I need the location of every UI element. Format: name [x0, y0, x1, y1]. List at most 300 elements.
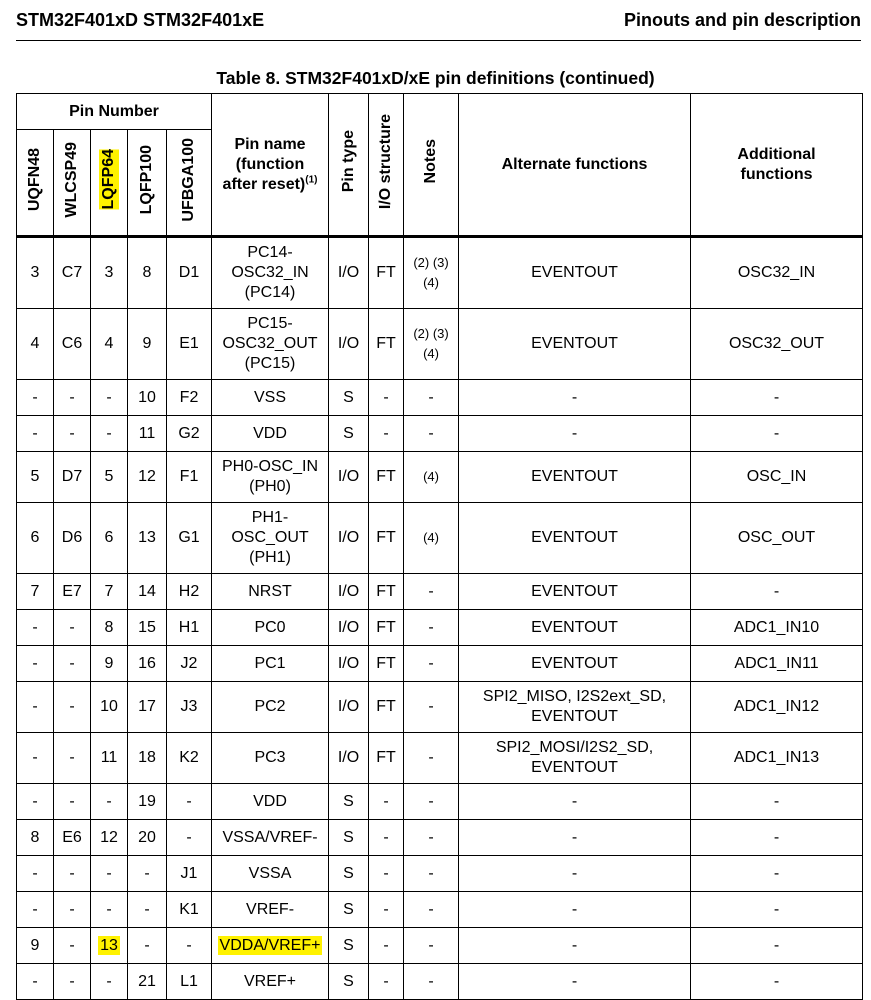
cell-notes-text: -	[428, 618, 434, 636]
wlcsp49-header: WLCSP49	[54, 130, 91, 237]
cell-lqfp100	[128, 416, 167, 452]
cell-pin-name	[212, 892, 329, 928]
cell-uqfn48	[17, 237, 54, 309]
cell-uqfn48-text: -	[32, 864, 38, 882]
cell-lqfp100	[128, 380, 167, 416]
cell-ufbga100	[167, 380, 212, 416]
cell-lqfp64-text: 7	[104, 582, 114, 600]
cell-uqfn48	[17, 416, 54, 452]
cell-additional-functions-text: -	[773, 582, 780, 600]
cell-ufbga100-text: -	[186, 792, 192, 810]
cell-lqfp64-text: 11	[100, 749, 118, 766]
cell-io-structure	[369, 820, 404, 856]
cell-uqfn48-text: 6	[30, 529, 40, 546]
header-row-group	[17, 94, 863, 130]
cell-pin-type	[329, 380, 369, 416]
cell-additional-functions	[691, 784, 863, 820]
cell-pin-name	[212, 928, 329, 964]
cell-additional-functions	[691, 452, 863, 503]
cell-additional-functions	[691, 928, 863, 964]
cell-ufbga100	[167, 610, 212, 646]
cell-ufbga100-text: -	[186, 936, 192, 954]
cell-additional-functions	[691, 892, 863, 928]
cell-alternate-functions-text: EVENTOUT	[531, 708, 618, 725]
cell-ufbga100	[167, 309, 212, 380]
cell-pin-name	[212, 646, 329, 682]
cell-uqfn48	[17, 610, 54, 646]
cell-io-structure	[369, 928, 404, 964]
cell-lqfp100	[128, 610, 167, 646]
cell-lqfp64-text: -	[106, 972, 112, 990]
cell-wlcsp49	[54, 503, 91, 574]
table-row	[17, 574, 863, 610]
cell-ufbga100	[167, 784, 212, 820]
cell-additional-functions	[691, 237, 863, 309]
pin-type-header: Pin type	[329, 94, 369, 237]
cell-uqfn48-text: 5	[30, 468, 40, 485]
cell-pin-type	[329, 784, 369, 820]
cell-wlcsp49-text: D6	[61, 529, 83, 546]
cell-io-structure-text: -	[383, 388, 389, 406]
cell-pin-name-text: VDD	[253, 424, 287, 442]
cell-io-structure	[369, 964, 404, 1000]
alternate-functions-header: Alternate functions	[459, 94, 691, 237]
cell-lqfp64	[91, 416, 128, 452]
cell-pin-name-text: PC15-	[247, 315, 293, 332]
cell-pin-type-text: I/O	[337, 529, 360, 546]
cell-pin-type-text: I/O	[337, 582, 360, 600]
cell-pin-type-text: S	[343, 388, 354, 406]
cell-wlcsp49-text: E6	[62, 828, 82, 846]
cell-lqfp64	[91, 237, 128, 309]
header-rule	[16, 40, 861, 41]
cell-pin-type	[329, 820, 369, 856]
cell-io-structure-text: FT	[376, 468, 396, 485]
cell-lqfp64	[91, 380, 128, 416]
cell-ufbga100-text: J1	[180, 864, 198, 882]
cell-lqfp100-text: 19	[138, 792, 156, 810]
cell-pin-name-text: VDD	[253, 792, 287, 810]
cell-alternate-functions	[459, 574, 691, 610]
cell-lqfp64-text: -	[106, 388, 112, 406]
cell-pin-type	[329, 928, 369, 964]
cell-wlcsp49	[54, 964, 91, 1000]
cell-ufbga100	[167, 416, 212, 452]
cell-lqfp64	[91, 610, 128, 646]
cell-additional-functions	[691, 416, 863, 452]
cell-uqfn48-text: -	[32, 972, 38, 990]
cell-uqfn48	[17, 928, 54, 964]
cell-lqfp100-text: 16	[138, 654, 156, 672]
cell-uqfn48-text: 9	[30, 936, 40, 954]
cell-additional-functions	[691, 646, 863, 682]
cell-pin-name-text: PC2	[254, 698, 286, 715]
cell-alternate-functions	[459, 964, 691, 1000]
cell-lqfp64	[91, 503, 128, 574]
cell-notes	[404, 237, 459, 309]
cell-pin-name	[212, 610, 329, 646]
table-row	[17, 784, 863, 820]
cell-lqfp64	[91, 820, 128, 856]
cell-pin-name-text: OSC32_OUT	[222, 335, 318, 352]
cell-lqfp100-text: 14	[138, 582, 156, 600]
table-row	[17, 856, 863, 892]
cell-lqfp64-text: 9	[104, 654, 114, 672]
cell-lqfp64	[91, 733, 128, 784]
cell-io-structure-text: FT	[376, 582, 396, 600]
cell-uqfn48	[17, 682, 54, 733]
uqfn48-header: UQFN48	[17, 130, 54, 237]
cell-io-structure-text: FT	[376, 264, 396, 281]
table-row	[17, 682, 863, 733]
cell-alternate-functions-text: SPI2_MISO, I2S2ext_SD,	[482, 688, 667, 705]
cell-uqfn48	[17, 856, 54, 892]
cell-wlcsp49-text: C7	[61, 264, 83, 281]
cell-ufbga100-text: K2	[179, 749, 199, 766]
cell-wlcsp49-text: -	[69, 749, 75, 766]
cell-alternate-functions-text: EVENTOUT	[531, 759, 618, 776]
cell-pin-name	[212, 733, 329, 784]
table-row	[17, 416, 863, 452]
cell-alternate-functions	[459, 928, 691, 964]
cell-wlcsp49	[54, 237, 91, 309]
cell-alternate-functions-text: EVENTOUT	[531, 654, 618, 672]
cell-ufbga100	[167, 682, 212, 733]
cell-notes	[404, 964, 459, 1000]
cell-additional-functions-text: -	[773, 900, 780, 918]
cell-wlcsp49	[54, 784, 91, 820]
cell-additional-functions-text: -	[773, 388, 780, 406]
cell-pin-type-text: I/O	[337, 749, 360, 766]
cell-pin-type-text: S	[343, 828, 354, 846]
cell-additional-functions-text: ADC1_IN10	[733, 618, 820, 636]
cell-io-structure	[369, 574, 404, 610]
cell-io-structure	[369, 646, 404, 682]
cell-notes-text: (4)	[423, 530, 439, 545]
cell-lqfp100-text: 21	[138, 972, 156, 990]
cell-uqfn48-text: -	[32, 792, 38, 810]
cell-notes-text: (2) (3)	[413, 326, 449, 341]
cell-wlcsp49-text: -	[69, 936, 75, 954]
table-row	[17, 503, 863, 574]
cell-alternate-functions	[459, 784, 691, 820]
cell-additional-functions	[691, 856, 863, 892]
cell-wlcsp49-text: -	[69, 698, 75, 715]
cell-ufbga100-text: H2	[178, 582, 200, 600]
cell-lqfp64	[91, 928, 128, 964]
cell-notes-text: -	[428, 792, 434, 810]
cell-pin-name-text: OSC32_IN	[231, 264, 309, 281]
cell-io-structure-text: -	[383, 936, 389, 954]
cell-alternate-functions-text: -	[571, 936, 578, 954]
cell-pin-type	[329, 416, 369, 452]
cell-pin-name-text: PH0-OSC_IN	[222, 458, 319, 475]
cell-pin-type-text: I/O	[337, 468, 360, 485]
cell-pin-name	[212, 820, 329, 856]
cell-notes-text: (4)	[423, 469, 439, 484]
cell-io-structure-text: FT	[376, 654, 396, 672]
additional-functions-header: Additional functions	[691, 94, 863, 237]
cell-io-structure	[369, 784, 404, 820]
cell-lqfp100-text: -	[144, 936, 150, 954]
cell-pin-name-text: PH1-	[251, 509, 289, 526]
cell-uqfn48	[17, 309, 54, 380]
cell-ufbga100-text: K1	[179, 900, 199, 918]
cell-alternate-functions	[459, 503, 691, 574]
cell-lqfp64-text: 13	[100, 936, 118, 954]
cell-alternate-functions	[459, 416, 691, 452]
cell-notes	[404, 452, 459, 503]
cell-io-structure	[369, 892, 404, 928]
cell-ufbga100-text: D1	[178, 264, 200, 281]
cell-additional-functions-text: OSC_IN	[746, 468, 807, 485]
cell-additional-functions	[691, 964, 863, 1000]
cell-pin-name-text: (PC14)	[244, 284, 296, 301]
cell-notes-text: (4)	[423, 275, 439, 290]
cell-io-structure-text: FT	[376, 618, 396, 636]
cell-notes-text: -	[428, 936, 434, 954]
cell-notes-text: (4)	[423, 346, 439, 361]
table-row	[17, 237, 863, 309]
cell-notes-text: -	[428, 900, 434, 918]
cell-pin-type	[329, 610, 369, 646]
cell-wlcsp49-text: -	[69, 388, 75, 406]
cell-notes-text: -	[428, 749, 434, 766]
cell-notes-text: -	[428, 698, 434, 715]
table-row	[17, 610, 863, 646]
cell-lqfp100-text: -	[144, 864, 150, 882]
pin-definitions-table	[16, 93, 863, 1000]
cell-wlcsp49-text: -	[69, 972, 75, 990]
cell-wlcsp49-text: -	[69, 864, 75, 882]
cell-uqfn48-text: -	[32, 618, 38, 636]
cell-additional-functions	[691, 503, 863, 574]
cell-additional-functions	[691, 309, 863, 380]
cell-wlcsp49-text: D7	[61, 468, 83, 485]
cell-lqfp100	[128, 820, 167, 856]
cell-pin-name	[212, 309, 329, 380]
cell-ufbga100	[167, 892, 212, 928]
cell-io-structure	[369, 452, 404, 503]
cell-wlcsp49	[54, 574, 91, 610]
cell-ufbga100-text: J3	[180, 698, 198, 715]
cell-io-structure	[369, 733, 404, 784]
cell-ufbga100	[167, 856, 212, 892]
cell-uqfn48	[17, 820, 54, 856]
cell-pin-type	[329, 682, 369, 733]
pin-name-footnote: (1)	[305, 174, 318, 186]
cell-uqfn48-text: 3	[30, 264, 40, 281]
cell-alternate-functions	[459, 892, 691, 928]
cell-ufbga100-text: E1	[179, 335, 199, 352]
cell-additional-functions-text: OSC32_OUT	[728, 335, 825, 352]
cell-notes	[404, 574, 459, 610]
cell-pin-name	[212, 452, 329, 503]
cell-ufbga100	[167, 503, 212, 574]
cell-lqfp64	[91, 574, 128, 610]
cell-pin-type-text: I/O	[337, 335, 360, 352]
cell-uqfn48	[17, 784, 54, 820]
cell-pin-name	[212, 380, 329, 416]
cell-lqfp64	[91, 964, 128, 1000]
cell-notes	[404, 309, 459, 380]
cell-io-structure	[369, 682, 404, 733]
cell-lqfp64-text: 3	[104, 264, 114, 281]
cell-wlcsp49-text: E7	[62, 582, 82, 600]
cell-lqfp64	[91, 646, 128, 682]
cell-wlcsp49-text: -	[69, 900, 75, 918]
cell-alternate-functions-text: -	[571, 900, 578, 918]
ufbga100-header: UFBGA100	[167, 130, 212, 237]
lqfp100-header: LQFP100	[128, 130, 167, 237]
cell-alternate-functions-text: -	[571, 864, 578, 882]
cell-uqfn48	[17, 452, 54, 503]
cell-alternate-functions-text: -	[571, 828, 578, 846]
cell-io-structure-text: -	[383, 864, 389, 882]
cell-lqfp64-text: 12	[100, 828, 118, 846]
cell-lqfp100-text: 9	[142, 335, 152, 352]
cell-lqfp100	[128, 503, 167, 574]
cell-lqfp100-text: 8	[142, 264, 152, 281]
cell-pin-type-text: I/O	[337, 264, 360, 281]
cell-additional-functions	[691, 610, 863, 646]
cell-uqfn48	[17, 733, 54, 784]
cell-ufbga100	[167, 820, 212, 856]
cell-io-structure-text: -	[383, 424, 389, 442]
cell-alternate-functions-text: EVENTOUT	[531, 335, 618, 352]
cell-pin-type-text: I/O	[337, 654, 360, 672]
pin-name-line1: Pin name	[234, 135, 306, 153]
cell-additional-functions-text: -	[773, 864, 780, 882]
cell-additional-functions-text: ADC1_IN11	[734, 654, 819, 672]
cell-alternate-functions-text: EVENTOUT	[531, 618, 618, 636]
cell-alternate-functions-text: EVENTOUT	[531, 468, 618, 485]
cell-lqfp100	[128, 682, 167, 733]
cell-alternate-functions-text: -	[571, 424, 578, 442]
cell-wlcsp49	[54, 856, 91, 892]
pin-table-body	[17, 237, 863, 1000]
cell-lqfp100	[128, 733, 167, 784]
cell-io-structure-text: -	[383, 828, 389, 846]
cell-io-structure-text: FT	[376, 335, 396, 352]
cell-pin-type	[329, 309, 369, 380]
cell-alternate-functions-text: EVENTOUT	[531, 529, 618, 546]
cell-notes	[404, 733, 459, 784]
cell-wlcsp49-text: -	[69, 424, 75, 442]
cell-alternate-functions	[459, 380, 691, 416]
cell-notes	[404, 928, 459, 964]
cell-pin-type-text: S	[343, 936, 354, 954]
table-caption: Table 8. STM32F401xD/xE pin definitions (continued)	[216, 68, 655, 88]
cell-alternate-functions-text: -	[571, 792, 578, 810]
cell-notes-text: -	[428, 864, 434, 882]
pin-name-line3: after reset)	[222, 175, 306, 193]
cell-uqfn48-text: -	[32, 749, 38, 766]
cell-lqfp64-text: -	[106, 792, 112, 810]
cell-wlcsp49	[54, 380, 91, 416]
cell-pin-type	[329, 733, 369, 784]
cell-io-structure	[369, 856, 404, 892]
cell-additional-functions-text: -	[773, 828, 780, 846]
cell-pin-name	[212, 416, 329, 452]
cell-notes	[404, 503, 459, 574]
pin-name-line2: (function	[235, 155, 305, 173]
table-row	[17, 646, 863, 682]
cell-io-structure-text: -	[383, 900, 389, 918]
cell-pin-name	[212, 856, 329, 892]
cell-wlcsp49	[54, 820, 91, 856]
cell-pin-type	[329, 964, 369, 1000]
cell-ufbga100	[167, 928, 212, 964]
cell-io-structure-text: FT	[376, 749, 396, 766]
cell-lqfp100	[128, 452, 167, 503]
cell-pin-name-text: VREF-	[246, 900, 295, 918]
cell-pin-name	[212, 574, 329, 610]
cell-alternate-functions-text: EVENTOUT	[531, 264, 618, 281]
cell-ufbga100-text: F2	[179, 388, 199, 406]
cell-ufbga100-text: G1	[178, 529, 200, 546]
cell-lqfp64-text: -	[106, 424, 112, 442]
cell-additional-functions-text: -	[773, 424, 780, 442]
cell-uqfn48-text: -	[32, 698, 38, 715]
cell-notes	[404, 682, 459, 733]
cell-lqfp100	[128, 646, 167, 682]
cell-lqfp100	[128, 964, 167, 1000]
cell-pin-type	[329, 574, 369, 610]
cell-notes-text: -	[428, 424, 434, 442]
pin-name-header	[212, 94, 329, 237]
cell-pin-type-text: S	[343, 424, 354, 442]
cell-wlcsp49	[54, 416, 91, 452]
cell-lqfp100	[128, 574, 167, 610]
cell-uqfn48	[17, 892, 54, 928]
cell-wlcsp49	[54, 892, 91, 928]
cell-lqfp100-text: 10	[138, 388, 156, 406]
table-row	[17, 452, 863, 503]
cell-pin-name-text: VSSA/VREF-	[222, 828, 318, 846]
cell-ufbga100	[167, 237, 212, 309]
cell-wlcsp49	[54, 928, 91, 964]
cell-ufbga100-text: H1	[178, 618, 200, 636]
cell-pin-type-text: I/O	[337, 698, 360, 715]
cell-ufbga100	[167, 574, 212, 610]
cell-lqfp64-text: -	[106, 900, 112, 918]
cell-additional-functions-text: -	[773, 936, 780, 954]
cell-wlcsp49	[54, 646, 91, 682]
cell-notes	[404, 416, 459, 452]
cell-additional-functions-text: ADC1_IN12	[733, 698, 820, 715]
cell-ufbga100-text: F1	[179, 468, 199, 485]
cell-uqfn48-text: 4	[30, 335, 40, 352]
cell-uqfn48-text: -	[32, 424, 38, 442]
cell-additional-functions	[691, 682, 863, 733]
cell-wlcsp49	[54, 682, 91, 733]
document-header-left: STM32F401xD STM32F401xE	[16, 10, 265, 30]
cell-pin-type	[329, 646, 369, 682]
cell-uqfn48-text: -	[32, 654, 38, 672]
cell-uqfn48-text: 7	[30, 582, 40, 600]
cell-alternate-functions-text: -	[571, 972, 578, 990]
cell-notes-text: -	[428, 388, 434, 406]
table-row	[17, 892, 863, 928]
cell-pin-type	[329, 503, 369, 574]
table-row	[17, 733, 863, 784]
cell-uqfn48	[17, 503, 54, 574]
cell-lqfp100-text: 12	[138, 468, 156, 485]
cell-lqfp64	[91, 856, 128, 892]
cell-wlcsp49	[54, 733, 91, 784]
table-row	[17, 309, 863, 380]
